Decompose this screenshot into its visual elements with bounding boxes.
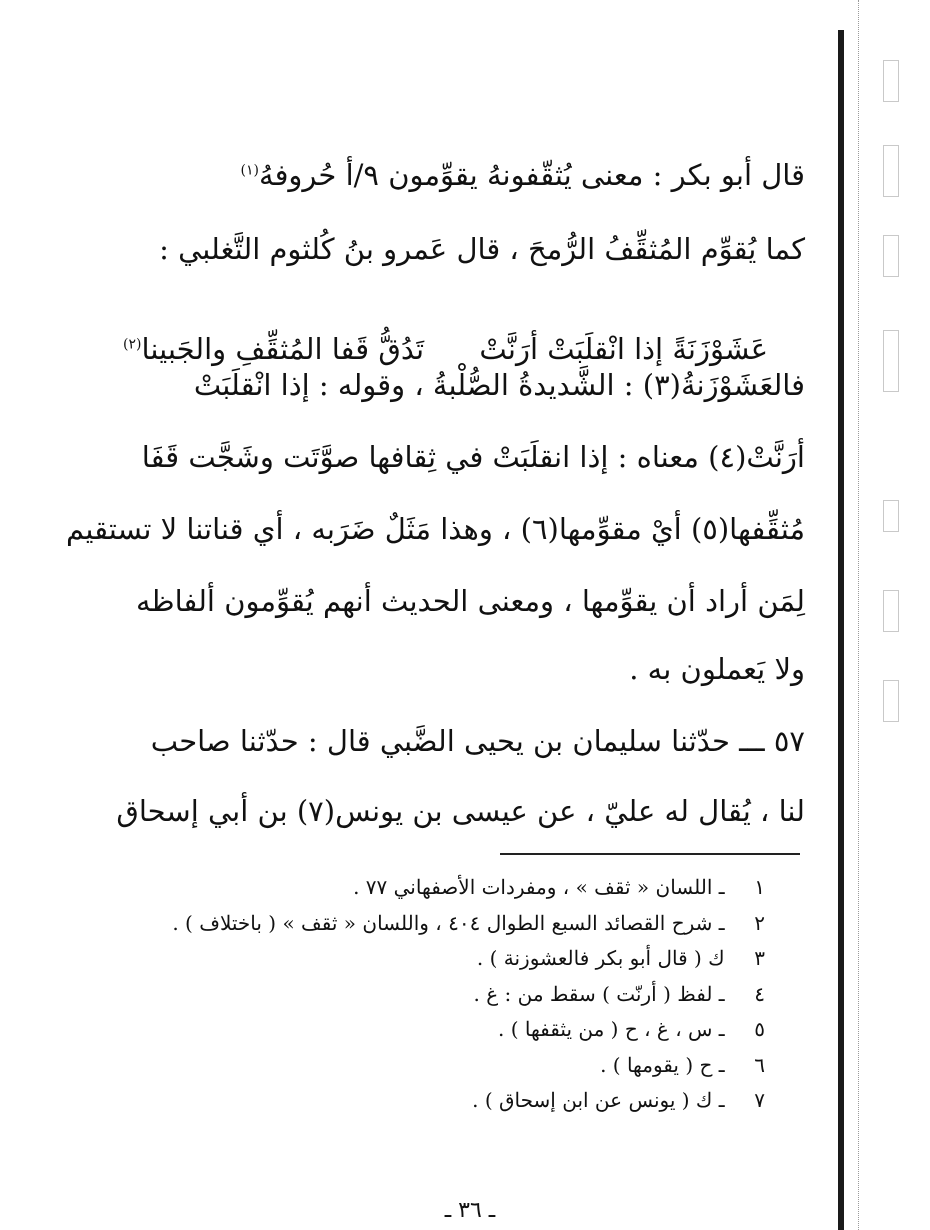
footnote: ٤ ـ لفظ ( أرنّت ) سقط من : غ . xyxy=(473,981,765,1006)
text-line: لنا ، يُقال له عليّ ، عن عيسى بن يونس(٧) بن أبي إسحاق xyxy=(116,794,805,828)
text-line: قال أبو بكر : معنى يُثقّفونهُ يقوِّمون ٩/أ حُروفهُ$^{(١)}$ xyxy=(240,158,805,192)
text-line: كما يُقوِّم المُثقِّفُ الرُّمحَ ، قال عَمرو بنُ كُلثوم التَّغلبي : xyxy=(159,232,805,266)
text-line: أرَنَّتْ(٤) معناه : إذا انقلَبَتْ في ثِقافها صوَّتَت وشَجَّت قَفَا xyxy=(141,440,805,474)
page-number: ـ ٣٦ ـ xyxy=(444,1198,496,1223)
footnote-divider xyxy=(500,853,800,855)
footnotes xyxy=(125,870,765,1119)
text-line: فالعَشَوْزَنةُ(٣) : الشَّديدةُ الصُّلْبةُ ، وقوله : إذا انْقلَبَتْ xyxy=(193,368,805,402)
scan-binding-edge xyxy=(838,30,844,1230)
verse-line: عَشَوْزَنَةً إذا انْقلَبَتْ أرَنَّتْ تَدُقُّ قَفا المُثقِّفِ والجَبينا$^{(٢)}$ xyxy=(123,332,769,366)
text-line: ٥٧ ـــ حدّثنا سليمان بن يحيى الضَّبي قال : حدّثنا صاحب xyxy=(150,724,805,758)
text-line: لِمَن أراد أن يقوِّمها ، ومعنى الحديث أنهم يُقوِّمون ألفاظه xyxy=(135,584,805,618)
scan-page-edge xyxy=(858,0,899,1230)
footnote: ٦ ـ ح ( يقومها ) . xyxy=(600,1052,765,1077)
text-line: مُثقِّفها(٥) أيْ مقوِّمها(٦) ، وهذا مَثَلٌ ضَرَبه ، أي قناتنا لا تستقيم xyxy=(66,512,805,546)
footnote: ٥ ـ س ، غ ، ح ( من يثقفها ) . xyxy=(497,1017,765,1041)
footnote: ١ ـ اللسان « ثقف » ، ومفردات الأصفهاني ٧٧ . xyxy=(353,875,765,899)
text-line: ولا يَعملون به . xyxy=(629,652,805,686)
main-text xyxy=(66,0,805,830)
footnote: ٧ ـ ك ( يونس عن ابن إسحاق ) . xyxy=(472,1088,765,1112)
footnote: ٣ ك ( قال أبو بكر فالعشوزنة ) . xyxy=(476,946,765,970)
footnote: ٢ ـ شرح القصائد السبع الطوال ٤٠٤ ، واللسان « ثقف » ( باختلاف ) . xyxy=(172,910,765,935)
